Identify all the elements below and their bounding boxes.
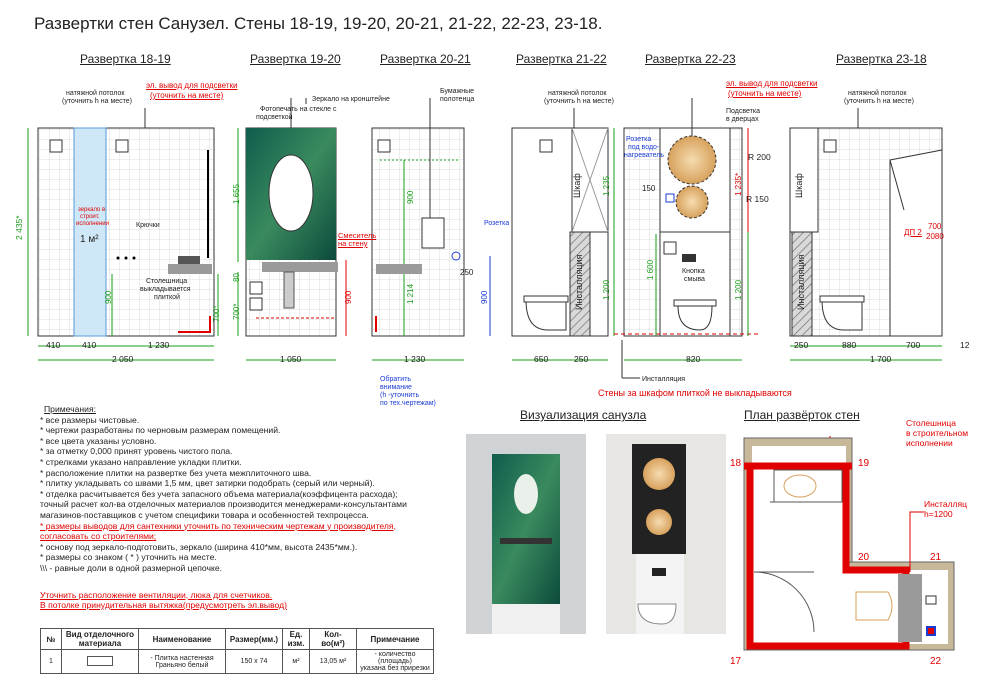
dim-700-p1: 700* <box>212 305 221 322</box>
dim-650: 650 <box>534 354 549 364</box>
dim-2435: 2 435* <box>14 215 24 240</box>
panel-21-22 <box>512 108 614 360</box>
mixer-label-1: Смеситель <box>338 231 377 240</box>
light-output-1: эл. вывод для подсветки <box>146 81 238 90</box>
dim-1230-p3: 1 230 <box>404 354 426 364</box>
dim-900-p2: 900 <box>344 290 353 304</box>
dim-250-p6: 250 <box>794 340 809 350</box>
notes-block <box>40 404 470 611</box>
dim-1050: 1 050 <box>280 354 302 364</box>
heater-socket-2: под водо- <box>628 144 660 151</box>
panel-18-19 <box>28 108 218 360</box>
light-output-4: (уточнить на месте) <box>728 89 802 98</box>
dim-880: 880 <box>842 340 857 350</box>
note-line: * все размеры чистовые. <box>40 414 140 425</box>
plan-countertop-1: Столешница <box>906 418 957 428</box>
attention-4: по тех.чертежам) <box>380 400 436 407</box>
mirror-bracket-label: Зеркало на кронштейне <box>312 96 390 103</box>
dim-410-a: 410 <box>46 340 61 350</box>
ceiling-label-1: натяжной потолок <box>66 90 125 97</box>
svg-text:17: 17 <box>730 656 742 666</box>
ceiling-label-2: (уточнить h на месте) <box>62 98 133 105</box>
dim-820: 820 <box>686 354 701 364</box>
socket-label: Розетка <box>484 220 510 227</box>
mirror-label-2: строит. <box>80 214 100 220</box>
row-qty: 13,05 м² <box>310 650 357 674</box>
row-swatch <box>62 650 139 674</box>
countertop-label-1: Столешница <box>146 278 188 285</box>
svg-text:21: 21 <box>930 552 942 563</box>
attention-3: (h -уточнить <box>380 392 420 399</box>
dim-150: 150 <box>642 184 656 193</box>
flush-button-1: Кнопка <box>682 268 705 275</box>
panel-title-18-19: Развертка 18-19 <box>80 52 171 66</box>
installation-label-1: Инсталляция <box>574 254 584 310</box>
panel-title-21-22: Развертка 21-22 <box>516 52 607 66</box>
mixer-label-2: на стену <box>338 239 368 248</box>
dim-1700: 1 700 <box>870 354 892 364</box>
attention-2: внимание <box>380 384 412 391</box>
mirror-label-1: зеркало в <box>78 207 106 213</box>
row-num: 1 <box>41 650 62 674</box>
dim-250-p4: 250 <box>574 354 589 364</box>
backlight-2: в дверцах <box>726 116 759 123</box>
paper-towels-1: Бумажные <box>440 88 475 95</box>
th-unit: Ед. изм. <box>283 629 310 650</box>
note-red-line: согласовать со строителями; <box>40 531 157 542</box>
row-unit: м² <box>283 650 310 674</box>
backlight-1: Подсветка <box>726 108 760 115</box>
note-line: * расположение плитки на развертке без учета межплиточного шва. <box>40 467 312 478</box>
walls-note: Стены за шкафом плиткой не выкладываются <box>598 388 792 398</box>
mirror-label-3: исполнении <box>76 221 109 227</box>
note-line: * все цвета указаны условно. <box>40 435 157 446</box>
row-size: 150 x 74 <box>226 650 283 674</box>
dim-80: 80 <box>232 273 241 282</box>
note-line: * чертежи разработаны по черновым размерам помещений. <box>40 425 281 436</box>
panel-title-19-20: Развертка 19-20 <box>250 52 341 66</box>
light-output-3: эл. вывод для подсветки <box>726 79 818 88</box>
dim-1655: 1 655 <box>232 183 241 204</box>
dim-700-p2: 700* <box>232 303 241 320</box>
panel-20-21 <box>372 98 490 360</box>
radius-150: R 150 <box>746 194 769 204</box>
th-note: Примечание <box>357 629 434 650</box>
note-line: * основу под зеркало-подготовить, зеркало (ширина 410*мм, высота 2435*мм.). <box>40 541 358 552</box>
dim-2050: 2 050 <box>112 354 134 364</box>
door-label: ДП 2 <box>904 228 922 237</box>
panel-title-22-23: Развертка 22-23 <box>645 52 736 66</box>
door-height: 2080 <box>926 232 944 241</box>
mirror-area: 1 м² <box>80 234 99 245</box>
light-output-2: (уточнить на месте) <box>150 91 224 100</box>
note-line: магазинов-поставщиков с учетом специфики товара и особенностей техпроцесса. <box>40 509 369 520</box>
svg-text:20: 20 <box>858 552 870 563</box>
dim-1235-p5: 1 235* <box>734 172 743 196</box>
cabinet-label-1: Шкаф <box>572 173 582 198</box>
th-qty: Кол-во(м²) <box>310 629 357 650</box>
heater-socket-3: нагреватель <box>624 152 664 159</box>
panel-19-20 <box>238 98 346 360</box>
note-ventilation: Уточнить расположение вентиляции, люка для счетчиков. <box>40 589 273 600</box>
dim-1200-p4: 1 200 <box>602 279 611 300</box>
th-num: № <box>41 629 62 650</box>
paper-towels-2: полотенца <box>440 96 475 103</box>
plan-title: План развёрток стен <box>744 408 860 422</box>
notes-heading: Примечания: <box>44 404 97 414</box>
note-line: * плитку укладывать со швами 1,5 мм, цвет затирки подобрать (серый или черный). <box>40 478 375 489</box>
ceiling-label-5: натяжной потолок <box>548 90 607 97</box>
visualization-renders <box>466 434 726 634</box>
sheet-title: Развертки стен Санузел. Стены 18-19, 19-20, 20-21, 21-22, 22-23, 23-18. <box>34 14 603 33</box>
dim-1235-p4: 1 235 <box>602 175 611 196</box>
installation-label-2: Инсталляция <box>796 254 806 310</box>
cabinet-label-2: Шкаф <box>794 173 804 198</box>
dim-900-p3: 900 <box>406 190 415 204</box>
th-size: Размер(мм.) <box>226 629 283 650</box>
countertop-label-2: выкладывается <box>140 286 191 293</box>
ceiling-label-3: натяжной потолок <box>848 90 907 97</box>
table-row <box>41 650 434 674</box>
note-extraction: В потолке принудительная вытяжка(предусмотреть эл.вывод) <box>40 600 288 611</box>
dim-250-socket: 250 <box>460 268 474 277</box>
note-line: * стрелками указано направление укладки плитки. <box>40 456 242 467</box>
dim-500: 500 <box>284 172 298 181</box>
dim-900-p1: 900 <box>104 290 113 304</box>
svg-text:22: 22 <box>930 656 942 666</box>
plan-countertop-3: исполнении <box>906 438 953 448</box>
plan-installation-2: h=1200 <box>924 509 953 519</box>
radius-200: R 200 <box>748 152 771 162</box>
ceiling-label-4: (уточнить h на месте) <box>844 98 915 105</box>
dim-1230: 1 230 <box>148 340 170 350</box>
dim-1214: 1 214 <box>406 283 415 304</box>
plan-installation-1: Инсталляц <box>924 499 967 509</box>
dim-12: 12 <box>960 340 970 350</box>
dim-1600: 1 600 <box>646 259 655 280</box>
viz-title: Визуализация санузла <box>520 408 647 422</box>
heater-socket-1: Розетка <box>626 136 652 143</box>
installation-pointer-label: Инсталляция <box>642 376 686 383</box>
countertop-label-3: плиткой <box>154 294 180 301</box>
svg-text:19: 19 <box>858 458 870 469</box>
row-name: - Плитка настенная Граньяно белый <box>139 650 226 674</box>
dim-900-p3b: 900 <box>480 290 489 304</box>
door-width: 700 <box>928 222 942 231</box>
dim-410-b: 410 <box>82 340 97 350</box>
photo-print-2: подсветкой <box>256 114 293 121</box>
ceiling-label-6: (уточнить h на месте) <box>544 98 615 105</box>
hooks-label: Крючки <box>136 222 160 229</box>
row-note: - количество (площадь) указана без прирезки <box>357 650 434 674</box>
note-line: точный расчет кол-ва отделочных материалов производится менеджерами-консультантами <box>40 499 407 510</box>
note-line: \\\ - равные доли в одной размерной цепочке. <box>40 562 223 573</box>
note-line: * размеры со знаком ( * ) уточнить на месте. <box>40 552 217 563</box>
panel-title-23-18: Развертка 23-18 <box>836 52 927 66</box>
panel-title-20-21: Развертка 20-21 <box>380 52 471 66</box>
note-red-line: * размеры выводов для сантехники уточнить по техническим чертежам у производителя, <box>40 520 396 531</box>
plan-countertop-2: в строительном <box>906 428 969 438</box>
attention-1: Обратить <box>380 376 412 383</box>
dim-700-p6: 700 <box>906 340 921 350</box>
svg-text:18: 18 <box>730 458 742 469</box>
materials-table <box>40 628 434 674</box>
th-type: Вид отделочного материала <box>62 629 139 650</box>
note-line: * за отметку 0,000 принят уровень чистого пола. <box>40 446 233 457</box>
dim-1200-p5: 1 200 <box>734 279 743 300</box>
note-line: * отделка расчитывается без учета запасного объема материала(коэффицента расхода); <box>40 488 398 499</box>
th-name: Наименование <box>139 629 226 650</box>
flush-button-2: смыва <box>684 276 705 283</box>
wall-plan <box>730 436 970 666</box>
photo-print-1: Фотопечать на стекле с <box>260 106 337 113</box>
